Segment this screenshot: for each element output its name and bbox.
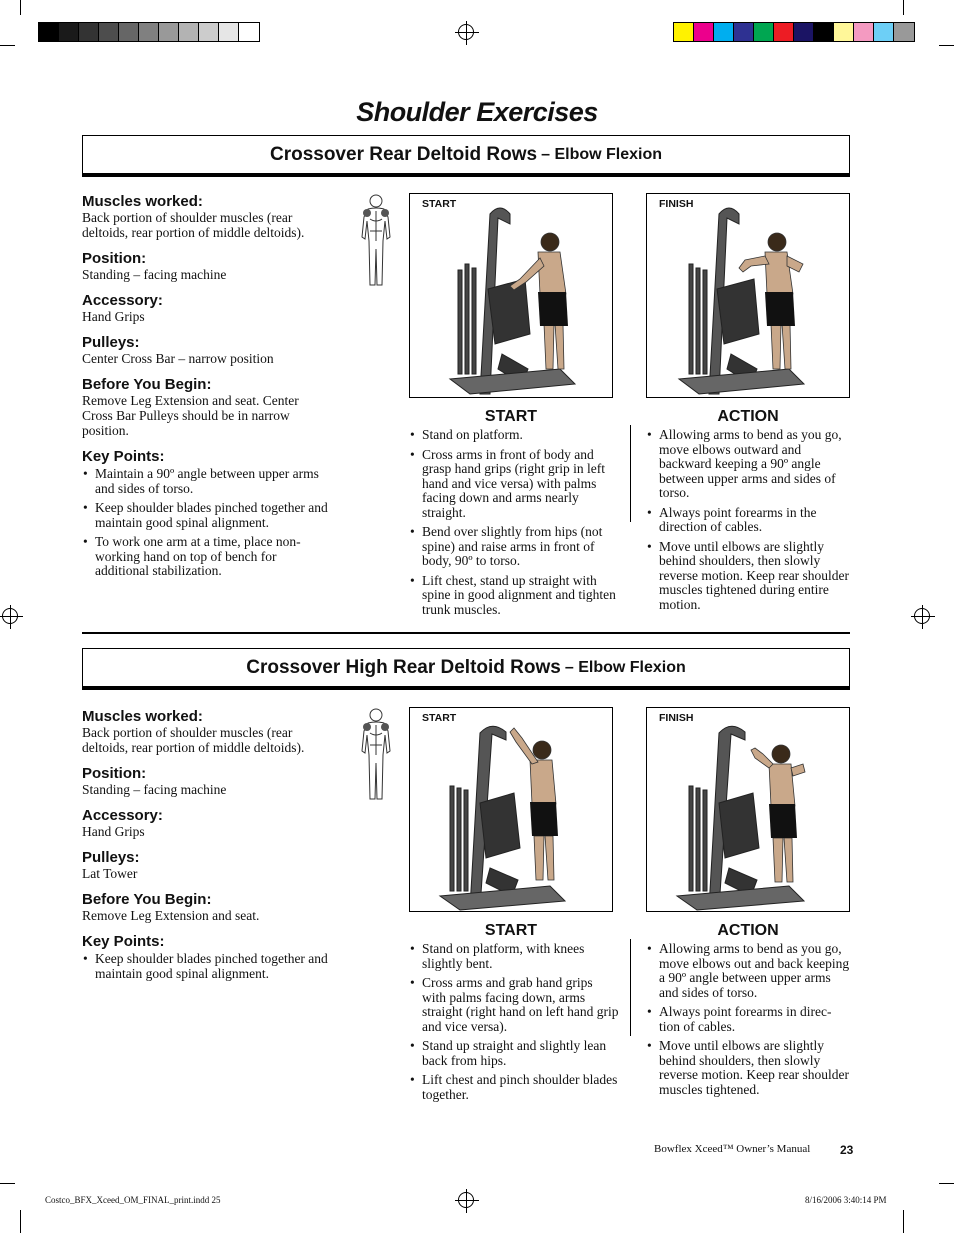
pulleys-text: Lat Tower — [82, 866, 138, 881]
finish-photo — [646, 193, 850, 398]
crop-mark — [0, 45, 15, 46]
color-swatch — [734, 23, 754, 41]
color-swatch — [99, 23, 119, 41]
color-swatch — [59, 23, 79, 41]
list-item: • Maintain a 90º angle between upper arms and sides of torso. — [82, 467, 332, 496]
keypoints-heading: Key Points: — [82, 933, 165, 950]
accessory-heading: Accessory: — [82, 807, 163, 824]
grayscale-color-bar — [38, 22, 260, 42]
list-item: • Keep shoulder blades pinched together and maintain good spinal alignment. — [82, 501, 332, 530]
muscles-text: Back portion of shoulder muscles (rear deltoids, rear portion of middle deltoids). — [82, 210, 305, 240]
exercise-details — [82, 708, 332, 986]
action-list — [646, 428, 850, 617]
process-color-bar — [673, 22, 915, 42]
crop-mark — [939, 1183, 954, 1184]
pulleys-text: Center Cross Bar – narrow position — [82, 351, 274, 366]
file-name: Costco_BFX_Xceed_OM_FINAL_print.indd 25 — [45, 1195, 221, 1205]
accessory-heading: Accessory: — [82, 292, 163, 309]
list-item: • Allowing arms to bend as you go, move elbows out and back keeping a 90º angle between upper arms and sides of torso. — [646, 942, 850, 1000]
color-swatch — [159, 23, 179, 41]
start-photo-label: START — [422, 198, 457, 210]
registration-mark-icon — [458, 1192, 474, 1208]
before-heading: Before You Begin: — [82, 376, 212, 393]
color-swatch — [714, 23, 734, 41]
finish-photo-label: FINISH — [659, 712, 694, 724]
finish-photo — [646, 707, 850, 912]
exercise-machine-illustration — [647, 708, 851, 913]
crop-mark — [903, 1210, 904, 1233]
start-photo — [409, 193, 613, 398]
manual-name: Bowflex Xceed™ Owner’s Manual — [654, 1143, 811, 1155]
crop-mark — [0, 1183, 15, 1184]
action-heading: ACTION — [717, 922, 779, 939]
pulleys-heading: Pulleys: — [82, 334, 140, 351]
start-photo — [409, 707, 613, 912]
before-text: Remove Leg Extension and seat. Center Cross Bar Pulleys should be in narrow position. — [82, 393, 299, 438]
color-swatch — [79, 23, 99, 41]
color-swatch — [674, 23, 694, 41]
muscle-diagram-icon — [356, 193, 396, 288]
color-swatch — [239, 23, 259, 41]
exercise-title: Crossover High Rear Deltoid Rows — [246, 656, 561, 678]
registration-mark-icon — [914, 608, 930, 624]
muscle-diagram-icon — [356, 707, 396, 802]
start-heading: START — [484, 408, 538, 425]
color-swatch — [854, 23, 874, 41]
color-swatch — [874, 23, 894, 41]
section-divider — [82, 632, 850, 634]
start-list — [409, 428, 619, 622]
list-item: • Stand on platform, with knees slightly bent. — [409, 942, 619, 971]
list-item: • Bend over slightly from hips (not spine) and raise arms in front of body, 90º to torso. — [409, 525, 619, 569]
registration-mark-icon — [2, 608, 18, 624]
exercise-title: Crossover Rear Deltoid Rows — [269, 143, 538, 165]
start-list — [409, 942, 619, 1107]
list-item: • Always point forearms in direc-tion of cables. — [646, 1005, 850, 1034]
position-heading: Position: — [82, 765, 147, 782]
color-swatch — [794, 23, 814, 41]
position-text: Standing – facing machine — [82, 267, 227, 282]
list-item: • Lift chest and pinch shoulder blades together. — [409, 1073, 619, 1102]
list-item: • Cross arms in front of body and grasp hand grips (right grip in left hand and vice versa) with palms facing down and arms nearly straight. — [409, 448, 619, 521]
color-swatch — [774, 23, 794, 41]
keypoints-list — [82, 467, 332, 579]
list-item: • Move until elbows are slightly behind shoulders, then slowly reverse motion. Keep rear shoulder muscles tightened. — [646, 1039, 850, 1097]
list-item: • Lift chest, stand up straight with spine in good alignment and tighten trunk muscles. — [409, 574, 619, 618]
color-swatch — [894, 23, 914, 41]
color-swatch — [694, 23, 714, 41]
page-number: 23 — [840, 1143, 854, 1157]
before-heading: Before You Begin: — [82, 891, 212, 908]
start-photo-label: START — [422, 712, 457, 724]
list-item: • Stand on platform. — [409, 428, 619, 443]
registration-mark-icon — [458, 24, 474, 40]
start-heading: START — [484, 922, 538, 939]
section-title-box — [82, 135, 850, 177]
exercise-machine-illustration — [410, 708, 614, 913]
color-swatch — [139, 23, 159, 41]
list-item: • Cross arms and grab hand grips with palms facing down, arms straight (right hand on left hand grip and vice versa). — [409, 976, 619, 1034]
finish-photo-label: FINISH — [659, 198, 694, 210]
crop-mark — [20, 0, 21, 15]
list-item: • Allowing arms to bend as you go, move elbows outward and backward keeping a 90º angle between upper arms and sides of torso. — [646, 428, 850, 501]
position-text: Standing – facing machine — [82, 782, 227, 797]
exercise-subtitle: – Elbow Flexion — [564, 658, 686, 676]
keypoints-list — [82, 952, 332, 981]
muscles-heading: Muscles worked: — [82, 193, 203, 210]
page-title: Shoulder Exercises — [356, 97, 598, 127]
crop-mark — [20, 1210, 21, 1233]
crop-mark — [903, 0, 904, 15]
color-swatch — [834, 23, 854, 41]
muscles-heading: Muscles worked: — [82, 708, 203, 725]
color-swatch — [199, 23, 219, 41]
exercise-subtitle: – Elbow Flexion — [541, 145, 663, 163]
position-heading: Position: — [82, 250, 147, 267]
action-list — [646, 942, 850, 1102]
color-swatch — [119, 23, 139, 41]
list-item: • Stand up straight and slightly lean back from hips. — [409, 1039, 619, 1068]
crop-mark — [939, 45, 954, 46]
keypoints-heading: Key Points: — [82, 448, 165, 465]
list-item: • Always point forearms in the direction of cables. — [646, 506, 850, 535]
section-title-box — [82, 648, 850, 690]
column-divider — [630, 939, 631, 1036]
color-swatch — [754, 23, 774, 41]
list-item: • To work one arm at a time, place non-working hand on top of bench for additional stabilization. — [82, 535, 332, 579]
print-date: 8/16/2006 3:40:14 PM — [805, 1195, 887, 1205]
exercise-machine-illustration — [647, 194, 851, 399]
list-item: • Keep shoulder blades pinched together and maintain good spinal alignment. — [82, 952, 332, 981]
color-swatch — [814, 23, 834, 41]
color-swatch — [39, 23, 59, 41]
accessory-text: Hand Grips — [82, 824, 145, 839]
muscles-text: Back portion of shoulder muscles (rear deltoids, rear portion of middle deltoids). — [82, 725, 305, 755]
exercise-details — [82, 193, 332, 584]
before-text: Remove Leg Extension and seat. — [82, 908, 260, 923]
exercise-machine-illustration — [410, 194, 614, 399]
accessory-text: Hand Grips — [82, 309, 145, 324]
pulleys-heading: Pulleys: — [82, 849, 140, 866]
color-swatch — [179, 23, 199, 41]
list-item: • Move until elbows are slightly behind shoulders, then slowly reverse motion. Keep rear shoulder muscles tightened during entire motion. — [646, 540, 850, 613]
action-heading: ACTION — [717, 408, 779, 425]
column-divider — [630, 425, 631, 522]
color-swatch — [219, 23, 239, 41]
